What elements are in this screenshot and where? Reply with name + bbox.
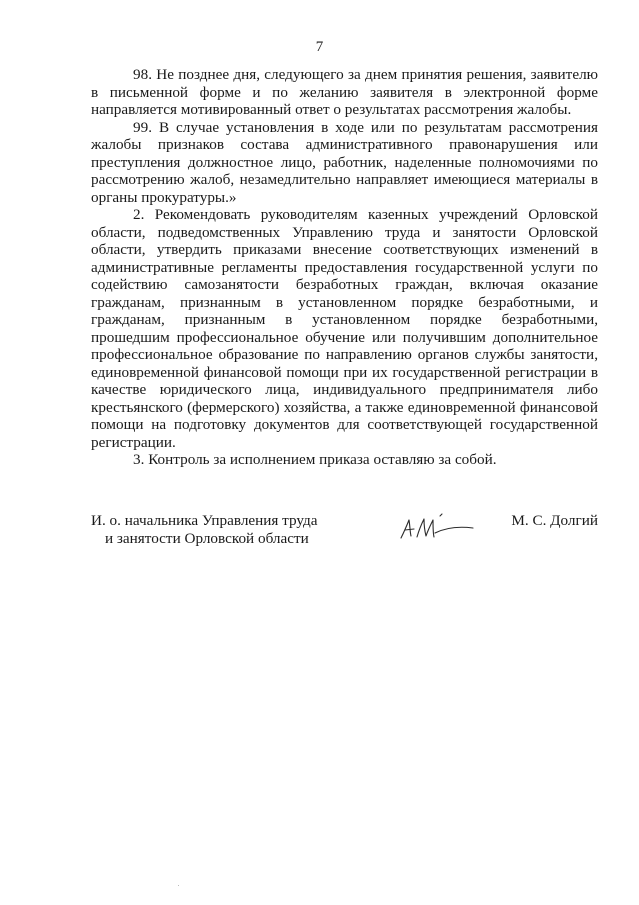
- signatory-position-line2: и занятости Орловской области: [105, 530, 309, 547]
- signatory-name: М. С. Долгий: [511, 512, 598, 529]
- page-number: 7: [315, 39, 324, 55]
- paragraph-98: 98. Не позднее дня, следующего за днем принятия решения, заявителю в письменной форме и по желанию заявителя в электронной форме направляется мотивированный ответ о результатах рассмотрения жалобы.: [91, 66, 598, 118]
- paragraph-3-control: 3. Контроль за исполнением приказа оставляю за собой.: [133, 451, 497, 468]
- paragraph-99: 99. В случае установления в ходе или по результатам рассмотрения жалобы признаков состава административного правонарушения или преступления должностное лицо, работник, наделенные полномочиями по рассмотрению жалоб, незамедлительно направляет имеющиеся материалы в органы прокуратуры.»: [91, 118, 598, 206]
- signature-block: [91, 512, 598, 552]
- handwritten-signature: [395, 512, 475, 544]
- document-body: [91, 66, 598, 469]
- signatory-position-line1: И. о. начальника Управления труда: [91, 512, 318, 529]
- paragraph-2-recommendation: 2. Рекомендовать руководителям казенных учреждений Орловской области, подведомственных Управлению труда и занятости Орловской области, утвердить приказами внесение соответствующих изменений в административные регламенты предоставления государственной услуги по содействию самозанятости безработных граждан, включая оказание гражданам, признанным в установленном порядке безработными, и гражданам, признанным в установленном порядке безработными, прошедшим профессиональное обучение или получившим дополнительное профессиональное образование по направлению органов службы занятости, единовременной финансовой помощи при их государственной регистрации в качестве юридического лица, индивидуального предпринимателя либо крестьянского (фермерского) хозяйства, а также единовременной финансовой помощи на подготовку документов для соответствующей государственной регистрации.: [91, 206, 598, 451]
- scan-speck: [178, 885, 179, 886]
- signatory-position: [91, 512, 351, 548]
